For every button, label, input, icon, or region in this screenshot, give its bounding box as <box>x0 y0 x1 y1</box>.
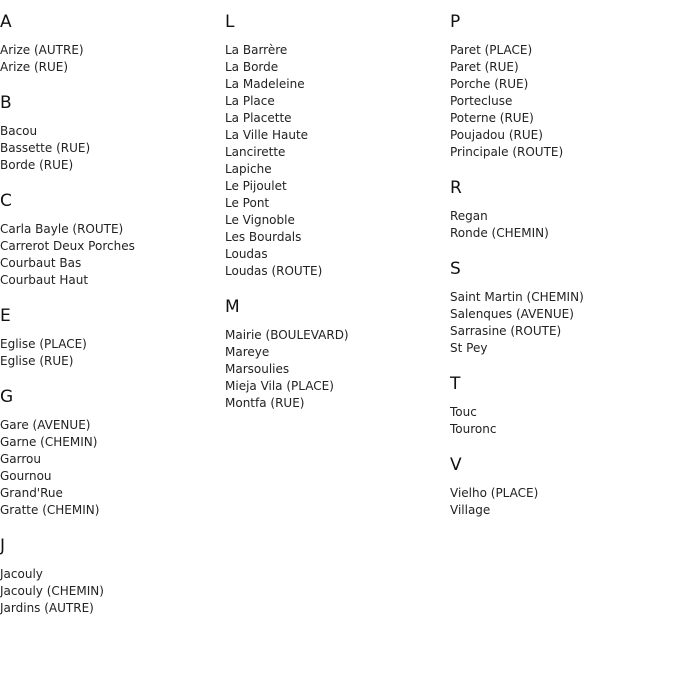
street-link[interactable]: Saint Martin (CHEMIN) <box>450 290 584 304</box>
street-link[interactable]: Mairie (BOULEVARD) <box>225 328 349 342</box>
letter-heading: J <box>0 536 6 556</box>
street-link[interactable]: La Place <box>225 94 275 108</box>
street-link[interactable]: Les Bourdals <box>225 230 302 244</box>
letter-heading: S <box>450 259 461 279</box>
street-link[interactable]: Jardins (AUTRE) <box>0 601 94 615</box>
letter-heading: B <box>0 93 12 113</box>
street-link[interactable]: Arize (AUTRE) <box>0 43 84 57</box>
letter-section-m <box>225 297 447 412</box>
letter-heading: A <box>0 12 12 32</box>
street-link[interactable]: Jacouly <box>0 567 43 581</box>
street-link[interactable]: Lapiche <box>225 162 272 176</box>
letter-section-e <box>0 306 222 370</box>
street-link[interactable]: Gournou <box>0 469 52 483</box>
letter-heading: G <box>0 387 14 407</box>
street-link[interactable]: Lancirette <box>225 145 286 159</box>
street-link[interactable]: Vielho (PLACE) <box>450 486 539 500</box>
letter-section-p <box>450 12 672 161</box>
street-link[interactable]: St Pey <box>450 341 488 355</box>
street-link[interactable]: Loudas <box>225 247 268 261</box>
street-link[interactable]: Gare (AVENUE) <box>0 418 91 432</box>
street-link[interactable]: Gratte (CHEMIN) <box>0 503 100 517</box>
street-index-column-2 <box>225 0 447 429</box>
street-link[interactable]: Principale (ROUTE) <box>450 145 564 159</box>
street-link[interactable]: Courbaut Bas <box>0 256 82 270</box>
street-link[interactable]: Grand'Rue <box>0 486 63 500</box>
street-link[interactable]: Paret (RUE) <box>450 60 519 74</box>
street-link[interactable]: Poujadou (RUE) <box>450 128 543 142</box>
street-link[interactable]: Carrerot Deux Porches <box>0 239 135 253</box>
street-link[interactable]: Ronde (CHEMIN) <box>450 226 549 240</box>
letter-heading: T <box>450 374 461 394</box>
street-link[interactable]: Paret (PLACE) <box>450 43 533 57</box>
street-link[interactable]: Eglise (PLACE) <box>0 337 87 351</box>
letter-section-v <box>450 455 672 519</box>
letter-section-g <box>0 387 222 519</box>
street-link[interactable]: Salenques (AVENUE) <box>450 307 574 321</box>
street-link[interactable]: Eglise (RUE) <box>0 354 74 368</box>
letter-heading: M <box>225 297 240 317</box>
street-link[interactable]: Le Pont <box>225 196 270 210</box>
street-link[interactable]: La Madeleine <box>225 77 305 91</box>
street-link[interactable]: Regan <box>450 209 488 223</box>
letter-heading: R <box>450 178 462 198</box>
street-link[interactable]: Bacou <box>0 124 38 138</box>
letter-section-l <box>225 12 447 280</box>
letter-heading: V <box>450 455 462 475</box>
street-link[interactable]: Touc <box>450 405 477 419</box>
street-link[interactable]: Portecluse <box>450 94 513 108</box>
street-link[interactable]: Jacouly (CHEMIN) <box>0 584 104 598</box>
street-link[interactable]: Bassette (RUE) <box>0 141 91 155</box>
street-index-column-3 <box>450 0 672 536</box>
street-link[interactable]: Arize (RUE) <box>0 60 69 74</box>
letter-section-b <box>0 93 222 174</box>
letter-section-t <box>450 374 672 438</box>
street-link[interactable]: Le Vignoble <box>225 213 295 227</box>
street-link[interactable]: Borde (RUE) <box>0 158 74 172</box>
street-link[interactable]: Village <box>450 503 491 517</box>
letter-section-r <box>450 178 672 242</box>
street-link[interactable]: Montfa (RUE) <box>225 396 305 410</box>
street-link[interactable]: Loudas (ROUTE) <box>225 264 323 278</box>
street-link[interactable]: Le Pijoulet <box>225 179 287 193</box>
street-link[interactable]: Marsoulies <box>225 362 290 376</box>
street-link[interactable]: La Placette <box>225 111 292 125</box>
letter-section-c <box>0 191 222 289</box>
letter-heading: L <box>225 12 235 32</box>
street-link[interactable]: Touronc <box>450 422 497 436</box>
street-link[interactable]: Porche (RUE) <box>450 77 529 91</box>
letter-section-s <box>450 259 672 357</box>
street-link[interactable]: Mieja Vila (PLACE) <box>225 379 334 393</box>
street-link[interactable]: Mareye <box>225 345 270 359</box>
street-link[interactable]: Garrou <box>0 452 41 466</box>
letter-section-a <box>0 12 222 76</box>
street-link[interactable]: La Borde <box>225 60 279 74</box>
letter-heading: E <box>0 306 11 326</box>
letter-section-j <box>0 536 222 617</box>
street-link[interactable]: Courbaut Haut <box>0 273 89 287</box>
street-link[interactable]: Sarrasine (ROUTE) <box>450 324 562 338</box>
street-link[interactable]: Poterne (RUE) <box>450 111 534 125</box>
street-index-column-1 <box>0 0 222 634</box>
street-link[interactable]: La Ville Haute <box>225 128 309 142</box>
street-link[interactable]: La Barrère <box>225 43 288 57</box>
letter-heading: P <box>450 12 461 32</box>
letter-heading: C <box>0 191 12 211</box>
street-link[interactable]: Carla Bayle (ROUTE) <box>0 222 124 236</box>
street-link[interactable]: Garne (CHEMIN) <box>0 435 98 449</box>
